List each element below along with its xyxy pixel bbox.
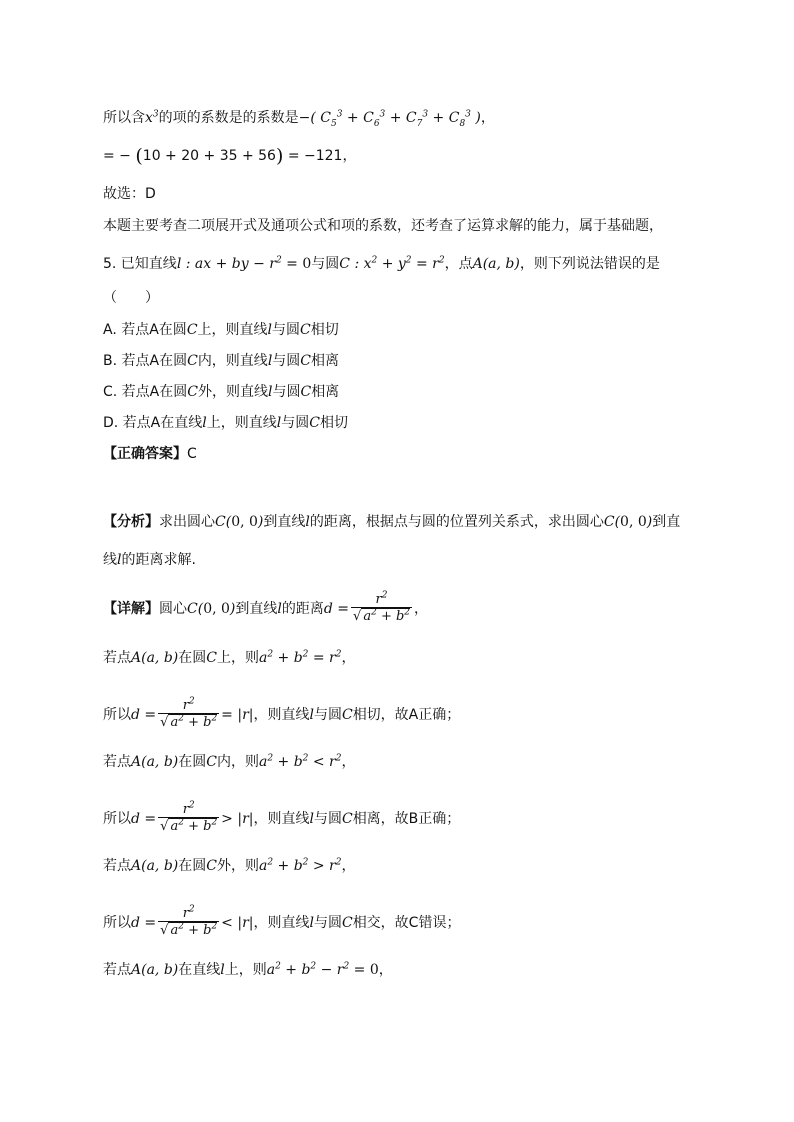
t: ，则直线 [253, 707, 310, 723]
t: 与圆 [311, 256, 340, 272]
m: l [267, 353, 273, 369]
t: ，则直线 [253, 915, 310, 931]
paren-close: ) [275, 145, 284, 167]
m: C [187, 353, 198, 369]
t: ，则直线 [253, 811, 310, 827]
m: C [341, 811, 353, 827]
option-d [103, 413, 348, 433]
t: 所以 [103, 811, 131, 827]
t: B. 若点A在圆 [103, 353, 188, 369]
m: C [300, 322, 311, 338]
m: l [267, 322, 273, 338]
m: C [206, 650, 217, 666]
option-b [103, 351, 339, 371]
t: 与圆 [313, 915, 342, 931]
t: 上，则直线 [197, 322, 268, 338]
m: l [117, 552, 122, 568]
correct-answer [103, 444, 197, 464]
t: 所以含 [103, 110, 145, 126]
m: C [206, 858, 217, 874]
t: ， [414, 601, 429, 617]
t: 在圆 [178, 858, 207, 874]
m: l [309, 915, 314, 931]
math-x3: $x^3$ [145, 109, 159, 126]
math-result: = −121， [287, 148, 357, 164]
m: l [309, 811, 314, 827]
m: C [341, 915, 353, 931]
t: C. 若点A在圆 [103, 384, 188, 400]
t: 相交，故C错误； [352, 915, 461, 931]
m: d = [131, 915, 157, 931]
math-sum: 10 + 20 + 35 + 56 [142, 148, 276, 164]
m: A(a, b) [131, 754, 179, 770]
m: l [267, 384, 273, 400]
t: 的项的系数是的系数是 [158, 110, 299, 126]
m: A(a, b) [131, 858, 179, 874]
t: 与圆 [272, 384, 301, 400]
t: 上，则直线 [206, 415, 277, 431]
m: l [220, 962, 225, 978]
analysis-line-2 [103, 550, 196, 570]
m: A(a, b) [131, 962, 179, 978]
t: 的距离求解. [121, 552, 196, 568]
detail-line-4 [103, 752, 355, 772]
math-eq: = − [103, 148, 131, 164]
analysis-label: 【分析】 [103, 514, 159, 530]
t: D. 若点A在直线 [103, 415, 203, 431]
m: C [309, 415, 320, 431]
t: 相切 [310, 322, 339, 338]
t: 相切 [319, 415, 348, 431]
t: 与圆 [313, 811, 342, 827]
t: 在直线 [178, 962, 221, 978]
m: C(0, 0) [603, 514, 653, 530]
m: d = [323, 601, 350, 617]
m: > |r| [221, 811, 254, 827]
t: 的距离 [281, 601, 324, 617]
m: = |r| [221, 707, 254, 723]
math-point-a: A(a, b) [472, 256, 520, 272]
t: 与圆 [272, 322, 301, 338]
t: 相离 [311, 353, 340, 369]
m: $a^2 + b^2 = r^2$ [258, 649, 342, 666]
question-5 [103, 254, 660, 274]
text-line-2 [103, 146, 356, 166]
m: < |r| [221, 915, 254, 931]
t: 到直线 [263, 514, 306, 530]
t: 上，则 [224, 962, 267, 978]
math-circle-eq: C : $x^2 + y^2 = r^2$ [339, 255, 445, 272]
t: 到直线 [235, 601, 278, 617]
m: $a^2 + b^2 > r^2$ [258, 857, 342, 874]
t: ， [480, 110, 495, 126]
m: C [186, 322, 198, 338]
t: 外，则直线 [197, 384, 268, 400]
m: C [341, 707, 353, 723]
m: l [202, 415, 207, 431]
m: l [305, 514, 310, 530]
detail-line-5 [103, 802, 460, 836]
text-line-1 [103, 108, 495, 128]
paren-open: ( [135, 145, 143, 167]
t: 到直 [652, 514, 681, 530]
detail-line-2 [103, 648, 355, 668]
t: 相离，故B正确； [352, 811, 461, 827]
m: A(a, b) [131, 650, 179, 666]
answer-value: C [187, 446, 197, 462]
t: 外，则 [216, 858, 259, 874]
m: l [309, 707, 314, 723]
m: C [187, 384, 198, 400]
t: 若点 [103, 962, 131, 978]
m: C(0, 0) [215, 514, 264, 530]
m: $a^2 + b^2 - r^2 = 0$ [266, 961, 379, 978]
t: 所以 [103, 915, 131, 931]
t: ， [378, 962, 393, 978]
m: $a^2 + b^2 < r^2$ [258, 753, 342, 770]
fraction: $\frac{r^2}{√ a^2 + b^2}$ [160, 904, 218, 938]
t: 若点 [103, 754, 131, 770]
m: l [277, 601, 282, 617]
t: A. 若点A在圆 [103, 322, 187, 338]
math-combination-sum: −( $C_5^3 + C_6^3 + C_7^3 + C_8^3$ ) [298, 109, 481, 129]
m: C [206, 754, 217, 770]
t: 所以 [103, 707, 131, 723]
detail-line-3 [103, 698, 460, 732]
t: 在圆 [178, 754, 207, 770]
t: 求出圆心 [159, 514, 215, 530]
fraction: $\frac{r^2}{√ a^2 + b^2}$ [353, 590, 411, 624]
m: l [276, 415, 282, 431]
detail-label: 【详解】 [103, 601, 159, 617]
question-paren: （ ） [103, 290, 159, 306]
m: d = [131, 811, 157, 827]
t: 圆心 [159, 601, 187, 617]
t: 与圆 [281, 415, 310, 431]
fraction: $\frac{r^2}{√ a^2 + b^2}$ [160, 800, 218, 834]
detail-line-1 [103, 592, 428, 626]
option-a [103, 320, 339, 340]
t: 内，则 [216, 754, 259, 770]
t: 与圆 [313, 707, 342, 723]
t: ， [341, 650, 356, 666]
t: 相切，故A正确； [352, 707, 461, 723]
t: 5. 已知直线 [103, 256, 177, 272]
t: 若点 [103, 650, 131, 666]
t: ， [341, 754, 356, 770]
t: ，点 [444, 256, 473, 272]
m: d = [131, 707, 157, 723]
t: 内，则直线 [197, 353, 268, 369]
t: 在圆 [178, 650, 207, 666]
t: 的距离，根据点与圆的位置列关系式，求出圆心 [309, 514, 604, 530]
math-line-eq: l : ax + by − $r^2 = 0$ [176, 255, 312, 272]
t: 上，则 [216, 650, 259, 666]
t: ，则下列说法错误的是 [519, 256, 660, 272]
detail-line-6 [103, 856, 355, 876]
fraction: $\frac{r^2}{√ a^2 + b^2}$ [160, 696, 218, 730]
answer-label: 【正确答案】 [103, 446, 187, 462]
t: ， [341, 858, 356, 874]
option-c [103, 382, 339, 402]
t: 线 [103, 552, 117, 568]
t: 与圆 [272, 353, 301, 369]
text-line-4: 本题主要考查二项展开式及通项公式和项的系数，还考查了运算求解的能力，属于基础题， [103, 218, 663, 234]
t: 相离 [311, 384, 340, 400]
detail-line-7 [103, 906, 460, 940]
m: C [300, 353, 312, 369]
m: C(0, 0) [187, 601, 236, 617]
analysis-line-1 [103, 512, 680, 532]
t: 若点 [103, 858, 131, 874]
text-line-3: 故选：D [103, 186, 156, 202]
detail-line-8 [103, 960, 393, 980]
m: C [300, 384, 312, 400]
